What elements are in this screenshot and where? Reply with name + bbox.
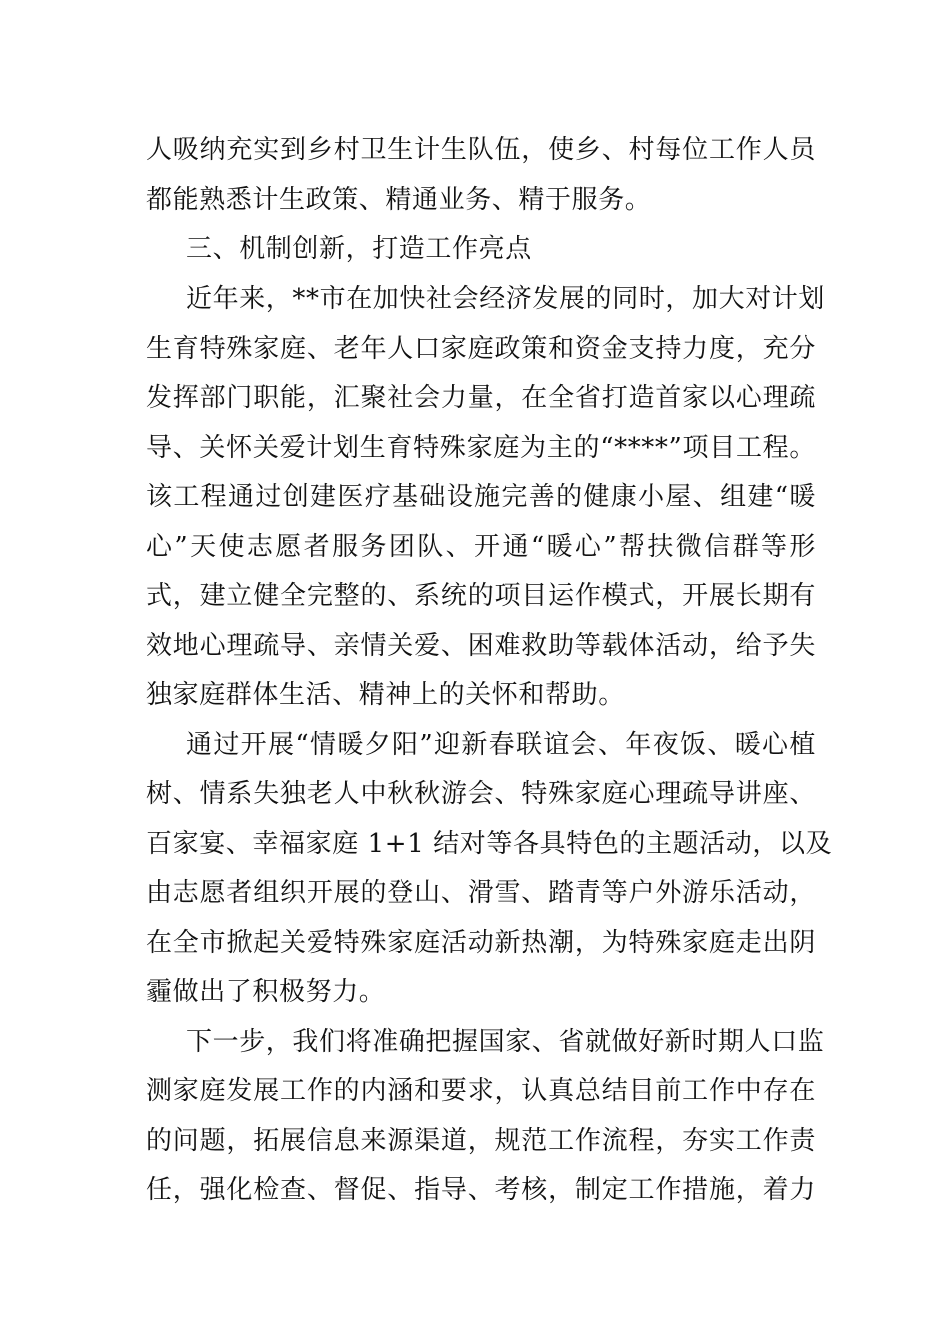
text-line: 发挥部门职能，汇聚社会力量，在全省打造首家以心理疏 — [146, 383, 816, 413]
text-line: 下一步，我们将准确把握国家、省就做好新时期人口监 — [186, 1027, 825, 1057]
text-line: 霾做出了积极努力。 — [146, 977, 386, 1007]
text-line: 近年来，**市在加快社会经济发展的同时，加大对计划 — [186, 284, 826, 314]
text-line: 人吸纳充实到乡村卫生计生队伍，使乡、村每位工作人员 — [146, 135, 816, 165]
text-line: 树、情系失独老人中秋秋游会、特殊家庭心理疏导讲座、 — [146, 779, 816, 809]
text-line: 效地心理疏导、亲情关爱、困难救助等载体活动，给予失 — [146, 631, 816, 661]
text-line: 通过开展“情暖夕阳”迎新春联谊会、年夜饭、暖心植 — [186, 730, 816, 760]
text-line: 心”天使志愿者服务团队、开通“暖心”帮扶微信群等形 — [146, 532, 816, 562]
text-line: 在全市掀起关爱特殊家庭活动新热潮，为特殊家庭走出阴 — [146, 928, 816, 958]
section-heading: 三、机制创新，打造工作亮点 — [186, 234, 532, 264]
text-line: 百家宴、幸福家庭 1+1 结对等各具特色的主题活动，以及 — [146, 829, 833, 859]
text-line: 由志愿者组织开展的登山、滑雪、踏青等户外游乐活动， — [146, 878, 816, 908]
text-line: 都能熟悉计生政策、精通业务、精于服务。 — [146, 185, 652, 215]
text-line: 式，建立健全完整的、系统的项目运作模式，开展长期有 — [146, 581, 816, 611]
text-line: 的问题，拓展信息来源渠道，规范工作流程，夯实工作责 — [146, 1126, 816, 1156]
text-line: 测家庭发展工作的内涵和要求，认真总结目前工作中存在 — [146, 1076, 816, 1106]
text-line: 导、关怀关爱计划生育特殊家庭为主的“****”项目工程。 — [146, 433, 816, 463]
text-line: 生育特殊家庭、老年人口家庭政策和资金支持力度，充分 — [146, 334, 816, 364]
text-line: 独家庭群体生活、精神上的关怀和帮助。 — [146, 680, 625, 710]
text-line: 该工程通过创建医疗基础设施完善的健康小屋、组建“暖 — [146, 482, 816, 512]
text-line: 任，强化检查、督促、指导、考核，制定工作措施，着力 — [146, 1175, 816, 1205]
